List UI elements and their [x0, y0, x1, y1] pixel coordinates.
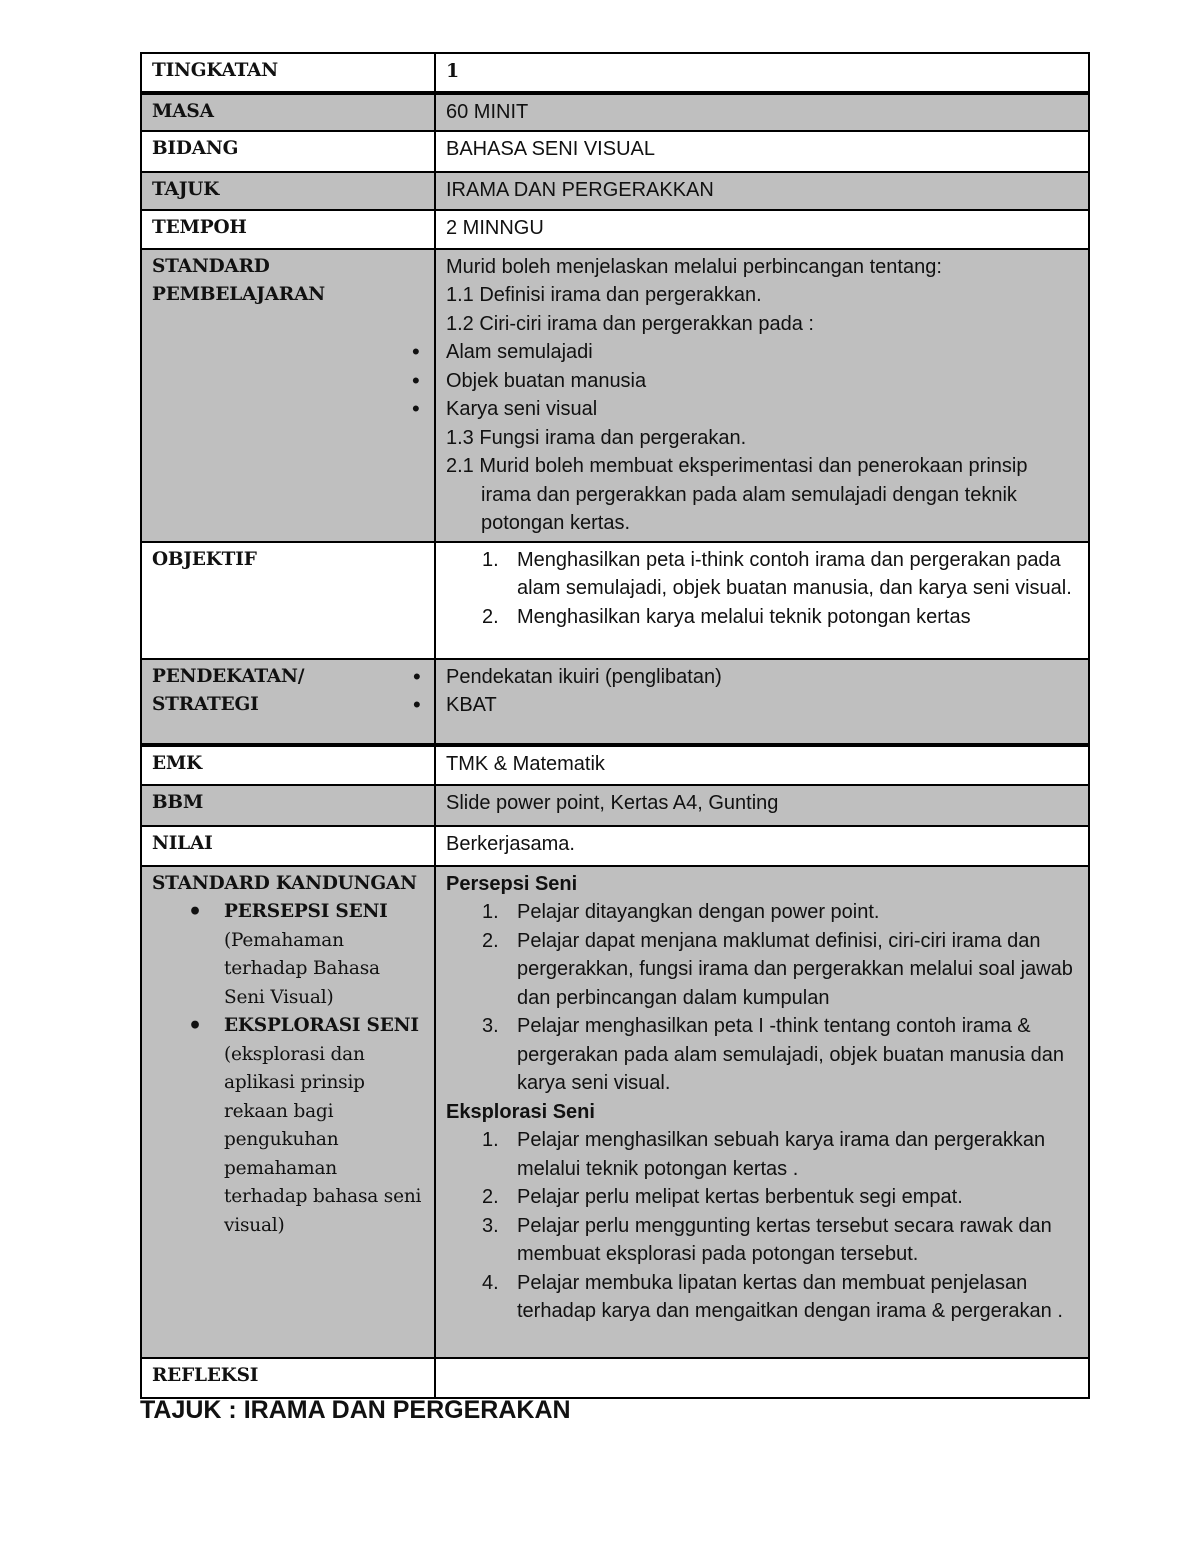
label-masa: MASA — [141, 93, 435, 131]
persepsi-item — [482, 927, 1078, 1013]
kandungan-label-title: EKSPLORASI SENI — [224, 1015, 419, 1036]
sp-line-1-3: 1.3 Fungsi irama dan pergerakan. — [446, 426, 747, 449]
row-masa — [141, 93, 1089, 131]
eksplorasi-item-text: Pelajar membuka lipatan kertas dan membuat penjelasan terhadap karya dan mengaitkan dengan irama & pergerakan . — [517, 1271, 1063, 1322]
persepsi-heading: Persepsi Seni — [446, 872, 578, 895]
value-tingkatan: 1 — [435, 53, 1089, 93]
label-pendekatan — [141, 659, 435, 745]
list-number: 3. — [482, 1214, 499, 1237]
list-number: 4. — [482, 1271, 499, 1294]
row-standard-pembelajaran — [141, 249, 1089, 542]
row-standard-kandungan — [141, 866, 1089, 1358]
eksplorasi-item-text: Pelajar perlu melipat kertas berbentuk segi empat. — [517, 1186, 963, 1208]
row-tingkatan — [141, 53, 1089, 93]
list-number: 1. — [482, 1129, 499, 1151]
label-emk: EMK — [141, 745, 435, 785]
persepsi-list — [446, 898, 1078, 1098]
row-pendekatan — [141, 659, 1089, 745]
persepsi-item-text: Pelajar ditayangkan dengan power point. — [517, 901, 880, 923]
persepsi-item — [482, 1012, 1078, 1098]
row-tajuk — [141, 172, 1089, 210]
objektif-item — [482, 546, 1078, 603]
row-emk — [141, 745, 1089, 785]
value-standard-pembelajaran — [435, 249, 1089, 542]
eksplorasi-item — [482, 1269, 1078, 1326]
value-bbm: Slide power point, Kertas A4, Gunting — [435, 785, 1089, 826]
persepsi-item — [482, 898, 1078, 927]
kandungan-label-list — [152, 898, 424, 1240]
row-bidang — [141, 131, 1089, 172]
list-number: 1. — [482, 901, 499, 923]
persepsi-item-text: Pelajar dapat menjana maklumat definisi, ciri-ciri irama dan pergerakkan, fungsi irama dan pergerakkan melalui soal jawab dan perbincangan dalam kumpulan — [517, 929, 1073, 1009]
value-tempoh: 2 MINNGU — [435, 210, 1089, 249]
sp-bullet-item: • Alam semulajadi — [446, 338, 1078, 367]
kandungan-label-title: PERSEPSI SENI — [224, 901, 388, 922]
kandungan-label-desc: (Pemahaman terhadap Bahasa Seni Visual) — [224, 929, 380, 1008]
kandungan-label-desc: (eksplorasi dan aplikasi prinsip rekaan bagi pengukuhan pemahaman terhadap bahasa seni visual) — [224, 1043, 422, 1236]
list-number: 3. — [482, 1015, 499, 1037]
eksplorasi-item-text: Pelajar perlu menggunting kertas tersebut secara rawak dan membuat eksplorasi pada potongan tersebut. — [517, 1214, 1052, 1265]
row-bbm — [141, 785, 1089, 826]
sp-bullet-item: • Objek buatan manusia — [446, 367, 1078, 396]
label-nilai: NILAI — [141, 826, 435, 866]
label-pendekatan-text: PENDEKATAN/ STRATEGI — [152, 665, 305, 715]
persepsi-item-text: Pelajar menghasilkan peta I -think tentang contoh irama & pergerakan pada alam semulajadi, objek buatan manusia dan karya seni visual. — [517, 1015, 1065, 1094]
label-standard-kandungan-title: STANDARD KANDUNGAN — [152, 872, 417, 894]
eksplorasi-item — [482, 1126, 1078, 1183]
eksplorasi-item — [482, 1183, 1078, 1212]
pendekatan-item: • KBAT — [446, 691, 1078, 720]
objektif-item-text: Menghasilkan peta i-think contoh irama dan pergerakan pada alam semulajadi, objek buatan manusia, dan karya seni visual. — [517, 548, 1072, 599]
kandungan-label-item — [224, 898, 424, 1012]
value-pendekatan — [435, 659, 1089, 745]
value-standard-kandungan — [435, 866, 1089, 1358]
kandungan-label-item — [224, 1012, 424, 1240]
label-standard-kandungan — [141, 866, 435, 1358]
eksplorasi-item — [482, 1212, 1078, 1269]
pendekatan-item: • Pendekatan ikuiri (penglibatan) — [446, 663, 1078, 692]
list-number: 1. — [482, 548, 499, 571]
objektif-item-text: Menghasilkan karya melalui teknik potongan kertas — [517, 605, 971, 628]
label-objektif: OBJEKTIF — [141, 542, 435, 659]
row-nilai — [141, 826, 1089, 866]
sp-line-1-1: 1.1 Definisi irama dan pergerakkan. — [446, 284, 762, 306]
row-objektif — [141, 542, 1089, 659]
list-number: 2. — [482, 929, 499, 952]
lesson-plan-table — [140, 52, 1090, 1399]
objektif-item — [482, 603, 1078, 632]
list-number: 2. — [482, 605, 499, 628]
footer-title: TAJUK : IRAMA DAN PERGERAKAN — [140, 1396, 571, 1424]
label-tingkatan: TINGKATAN — [141, 53, 435, 93]
sp-line-2-1: 2.1 Murid boleh membuat eksperimentasi dan penerokaan prinsip irama dan pergerakkan pada alam semulajadi dengan teknik potongan kertas. — [446, 455, 1028, 534]
value-tajuk: IRAMA DAN PERGERAKKAN — [435, 172, 1089, 210]
objektif-list — [446, 546, 1078, 632]
value-bidang: BAHASA SENI VISUAL — [435, 131, 1089, 172]
sp-bullet-list — [446, 338, 1078, 424]
label-refleksi: REFLEKSI — [141, 1358, 435, 1398]
pendekatan-list — [446, 663, 1078, 720]
list-number: 2. — [482, 1186, 499, 1208]
eksplorasi-item-text: Pelajar menghasilkan sebuah karya irama dan pergerakkan melalui teknik potongan kertas . — [517, 1129, 1046, 1180]
value-emk: TMK & Matematik — [435, 745, 1089, 785]
sp-intro: Murid boleh menjelaskan melalui perbincangan tentang: — [446, 255, 942, 278]
label-bidang: BIDANG — [141, 131, 435, 172]
label-standard-pembelajaran — [141, 249, 435, 542]
label-bbm: BBM — [141, 785, 435, 826]
sp-bullet-item: • Karya seni visual — [446, 395, 1078, 424]
label-tempoh: TEMPOH — [141, 210, 435, 249]
value-objektif — [435, 542, 1089, 659]
row-tempoh — [141, 210, 1089, 249]
eksplorasi-heading: Eksplorasi Seni — [446, 1100, 595, 1123]
sp-line-1-2: 1.2 Ciri-ciri irama dan pergerakkan pada : — [446, 312, 814, 335]
value-nilai: Berkerjasama. — [435, 826, 1089, 866]
row-refleksi — [141, 1358, 1089, 1398]
value-masa: 60 MINIT — [435, 93, 1089, 131]
label-standard-pembelajaran-text: STANDARD PEMBELAJARAN — [152, 255, 325, 305]
value-refleksi — [435, 1358, 1089, 1398]
label-tajuk: TAJUK — [141, 172, 435, 210]
eksplorasi-list — [446, 1126, 1078, 1326]
